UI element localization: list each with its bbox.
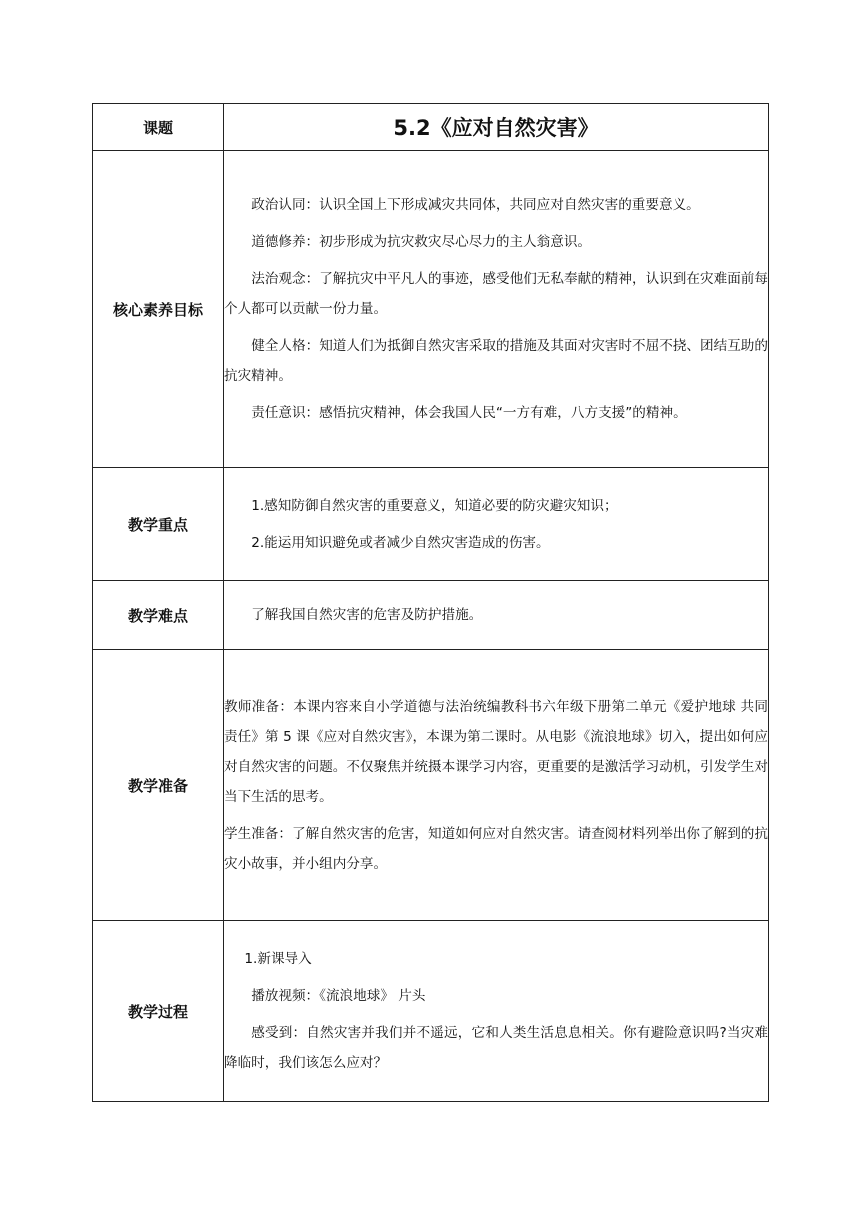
row-process: [93, 921, 769, 1102]
goal-item: 法治观念：了解抗灾中平凡人的事迹，感受他们无私奉献的精神，认识到在灾难面前每个人都可以贡献一份力量。: [224, 271, 768, 317]
difficulties-content: [224, 581, 769, 650]
key-point-item: 1.感知防御自然灾害的重要意义，知道必要的防灾避灾知识；: [251, 497, 618, 514]
process-label: 教学过程: [93, 921, 224, 1102]
topic-label: 课题: [93, 104, 224, 151]
teacher-preparation: 教师准备：本课内容来自小学道德与法治统编教科书六年级下册第二单元《爱护地球 共同责任》第 5 课《应对自然灾害》，本课为第二课时。从电影《流浪地球》切入，提出如何应对自然灾害的问题。不仅聚焦并统摄本课学习内容，更重要的是激活学习动机，引发学生对当下生活的思考。: [224, 698, 768, 805]
lesson-title: 5.2《应对自然灾害》: [224, 104, 769, 151]
goals-label: 核心素养目标: [93, 151, 224, 468]
row-topic: [93, 104, 769, 151]
key-points-label: 教学重点: [93, 468, 224, 581]
difficulties-label: 教学难点: [93, 581, 224, 650]
row-difficulties: [93, 581, 769, 650]
goal-item: 责任意识：感悟抗灾精神，体会我国人民“一方有难，八方支援”的精神。: [251, 405, 687, 421]
goal-item: 健全人格：知道人们为抵御自然灾害采取的措施及其面对灾害时不屈不挠、团结互助的抗灾精神。: [224, 338, 768, 384]
process-item: 播放视频：《流浪地球》 片头: [251, 988, 426, 1004]
process-item: 感受到：自然灾害并我们并不遥远，它和人类生活息息相关。你有避险意识吗?当灾难降临时，我们该怎么应对？: [224, 1025, 768, 1071]
difficulty-item: 了解我国自然灾害的危害及防护措施。: [251, 607, 483, 623]
lesson-plan-table: [92, 103, 769, 1102]
process-item: 1.新课导入: [244, 951, 312, 967]
preparation-content: [224, 650, 769, 921]
process-content: [224, 921, 769, 1102]
row-preparation: [93, 650, 769, 921]
row-core-goals: [93, 151, 769, 468]
row-key-points: [93, 468, 769, 581]
goals-content: [224, 151, 769, 468]
student-preparation: 学生准备：了解自然灾害的危害，知道如何应对自然灾害。请查阅材料列举出你了解到的抗灾小故事，并小组内分享。: [224, 825, 768, 872]
goal-item: 政治认同：认识全国上下形成减灾共同体，共同应对自然灾害的重要意义。: [251, 197, 700, 213]
key-points-content: [224, 468, 769, 581]
preparation-label: 教学准备: [93, 650, 224, 921]
goal-item: 道德修养：初步形成为抗灾救灾尽心尽力的主人翁意识。: [251, 234, 592, 250]
key-point-item: 2.能运用知识避免或者减少自然灾害造成的伤害。: [251, 534, 550, 551]
